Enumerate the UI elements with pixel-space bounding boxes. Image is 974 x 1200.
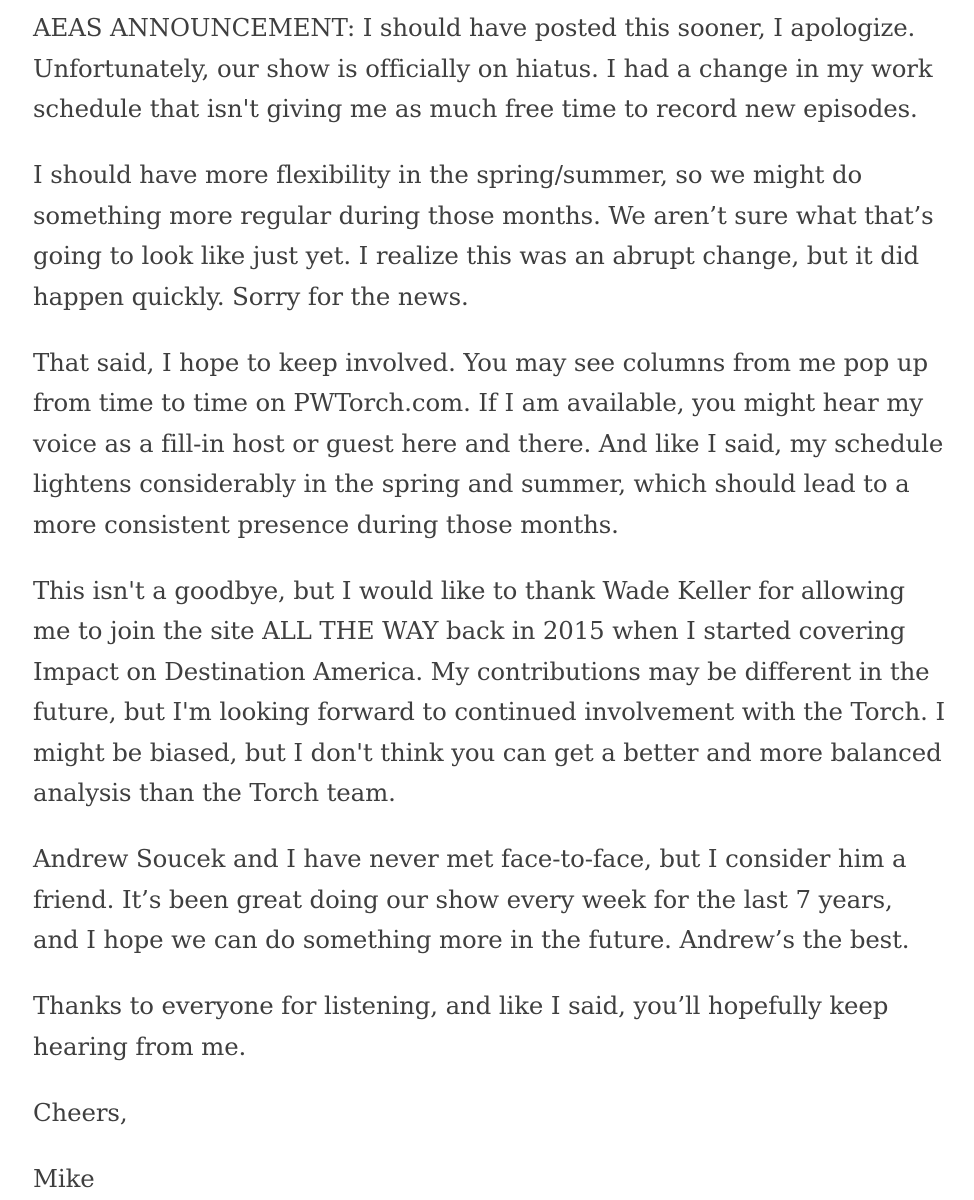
thanks-wade-paragraph: This isn't a goodbye, but I would like to thank Wade Keller for allowing me to join the site ALL THE WAY back in 2015 when I started covering Impact on Destination America. My contributions may be different in the future, but I'm looking forward to continued involvement with the Torch. I might be biased, but I don't think you can get a better and more balanced analysis than the Torch team.: [33, 575, 945, 807]
thanks-listeners-paragraph: Thanks to everyone for listening, and like I said, you’ll hopefully keep hearing from me.: [33, 991, 889, 1061]
involvement-paragraph: That said, I hope to keep involved. You may see columns from me pop up from time to time on PWTorch.com. If I am available, you might hear my voice as a fill-in host or guest here and there. And like I said, my schedule lightens considerably in the spring and summer, which should lead to a more consistent presence during those months.: [33, 347, 944, 539]
andrew-paragraph: Andrew Soucek and I have never met face-to-face, but I consider him a friend. It’s been great doing our show every week for the last 7 years, and I hope we can do something more in the future. Andrew’s the best.: [33, 844, 910, 954]
sign-off: Cheers,: [33, 1097, 128, 1127]
announcement-paragraph: AEAS ANNOUNCEMENT: I should have posted this sooner, I apologize. Unfortunately, our show is officially on hiatus. I had a change in my work schedule that isn't giving me as much free time to record new episodes.: [33, 13, 933, 123]
flexibility-paragraph: I should have more flexibility in the spring/summer, so we might do something more regular during those months. We aren’t sure what that’s going to look like just yet. I realize this was an abrupt change, but it did happen quickly. Sorry for the news.: [33, 160, 934, 311]
author-signature: Mike: [33, 1163, 95, 1193]
article-body: [33, 8, 945, 1199]
